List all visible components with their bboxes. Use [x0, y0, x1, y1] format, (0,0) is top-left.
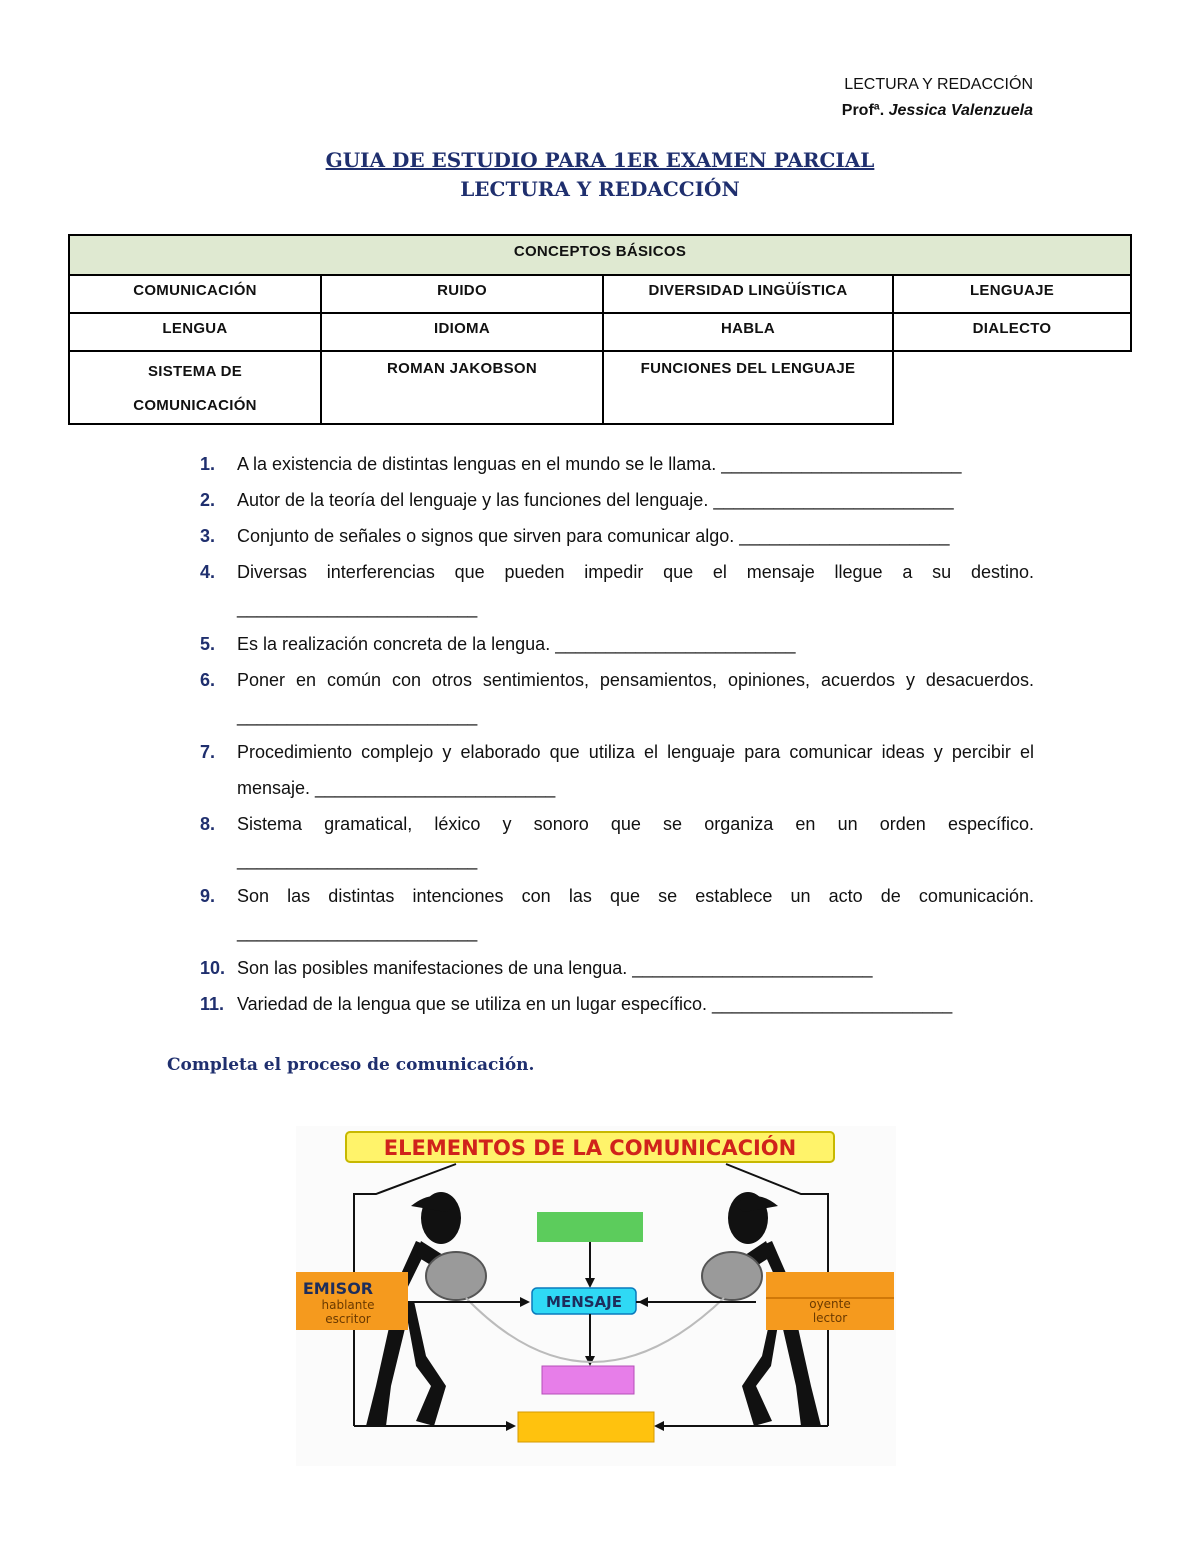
- question-number: 9.: [200, 886, 216, 906]
- question-text: Son las distintas intenciones con las que se establece un acto de comunicación. ________________________: [237, 886, 1034, 942]
- question-text: Variedad de la lengua que se utiliza en un lugar específico. ________________________: [237, 994, 953, 1014]
- header-professor: [842, 98, 1033, 124]
- concept-cell: DIALECTO: [893, 313, 1131, 351]
- table-row: [69, 351, 1131, 424]
- question-number: 7.: [200, 742, 216, 762]
- page-header: [842, 72, 1033, 124]
- question-text: Autor de la teoría del lenguaje y las funciones del lenguaje. ________________________: [237, 490, 954, 510]
- question-number: 10.: [200, 958, 226, 978]
- list-item: [200, 986, 1034, 1022]
- table-row: [69, 275, 1131, 313]
- list-item: [200, 662, 1034, 734]
- concept-cell: HABLA: [603, 313, 893, 351]
- question-number: 11.: [200, 994, 225, 1014]
- question-text: Poner en común con otros sentimientos, pensamientos, opiniones, acuerdos y desacuerdos. ________________________: [237, 670, 1034, 726]
- emisor-sub2: escritor: [325, 1312, 371, 1326]
- concept-text: ROMAN JAKOBSON: [386, 360, 538, 377]
- question-text: Sistema gramatical, léxico y sonoro que se organiza en un orden específico. ________________________: [237, 814, 1034, 870]
- emisor-cup: [426, 1252, 486, 1300]
- concept-cell: LENGUAJE: [893, 275, 1131, 313]
- concepts-table: [68, 234, 1132, 425]
- receptor-cup: [702, 1252, 762, 1300]
- document-subtitle: LECTURA Y REDACCIÓN: [460, 177, 740, 201]
- question-number: 4.: [200, 562, 216, 582]
- communication-diagram: [296, 1126, 896, 1466]
- list-item: [200, 446, 1034, 482]
- channel-box: [542, 1366, 634, 1394]
- concept-cell: [603, 351, 893, 424]
- concepts-heading: CONCEPTOS BÁSICOS: [69, 235, 1131, 275]
- mensaje-label: MENSAJE: [546, 1293, 622, 1311]
- question-text: Diversas interferencias que pueden impedir que el mensaje llegue a su destino. ________________________: [237, 562, 1034, 618]
- question-text: Es la realización concreta de la lengua. ________________________: [237, 634, 796, 654]
- list-item: [200, 554, 1034, 626]
- concept-text: FUNCIONES DEL LENGUAJE: [640, 360, 856, 377]
- list-item: [200, 878, 1034, 950]
- question-text: Procedimiento complejo y elaborado que utiliza el lenguaje para comunicar ideas y percibir el mensaje. ________________________: [237, 742, 1034, 798]
- list-item: [200, 518, 1034, 554]
- list-item: [200, 734, 1034, 806]
- header-prof-prefix: Profª.: [841, 102, 885, 119]
- table-row: [69, 313, 1131, 351]
- question-text: Son las posibles manifestaciones de una lengua. ________________________: [237, 958, 873, 978]
- concept-cell: [69, 351, 321, 424]
- concept-cell: COMUNICACIÓN: [69, 275, 321, 313]
- list-item: [200, 806, 1034, 878]
- receptor-sub1: oyente: [809, 1297, 851, 1311]
- concept-cell: LENGUA: [69, 313, 321, 351]
- receptor-sub2: lector: [812, 1311, 848, 1325]
- question-text: A la existencia de distintas lenguas en el mundo se le llama. ________________________: [237, 454, 962, 474]
- instruction-text: Completa el proceso de comunicación.: [167, 1055, 535, 1075]
- concept-text: SISTEMA DE COMUNICACIÓN: [133, 363, 257, 414]
- list-item: [200, 626, 1034, 662]
- question-number: 5.: [200, 634, 216, 654]
- concept-cell: [321, 351, 603, 424]
- context-box: [518, 1412, 654, 1442]
- diagram-title: ELEMENTOS DE LA COMUNICACIÓN: [383, 1136, 797, 1160]
- question-number: 3.: [200, 526, 216, 546]
- emisor-label: EMISOR: [302, 1279, 374, 1298]
- question-number: 6.: [200, 670, 216, 690]
- concept-cell: RUIDO: [321, 275, 603, 313]
- header-prof-name: Jessica Valenzuela: [888, 102, 1033, 119]
- concept-cell: IDIOMA: [321, 313, 603, 351]
- question-number: 8.: [200, 814, 216, 834]
- header-course: LECTURA Y REDACCIÓN: [844, 76, 1033, 93]
- question-list: [200, 446, 1034, 1022]
- question-number: 2.: [200, 490, 216, 510]
- emisor-sub1: hablante: [321, 1298, 375, 1312]
- concept-cell: DIVERSIDAD LINGÜÍSTICA: [603, 275, 893, 313]
- empty-cell: [893, 351, 1131, 424]
- question-text: Conjunto de señales o signos que sirven para comunicar algo. _____________________: [237, 526, 950, 546]
- question-number: 1.: [200, 454, 216, 474]
- code-box: [537, 1212, 643, 1242]
- list-item: [200, 950, 1034, 986]
- document-title: GUIA DE ESTUDIO PARA 1ER EXAMEN PARCIAL: [325, 148, 875, 172]
- list-item: [200, 482, 1034, 518]
